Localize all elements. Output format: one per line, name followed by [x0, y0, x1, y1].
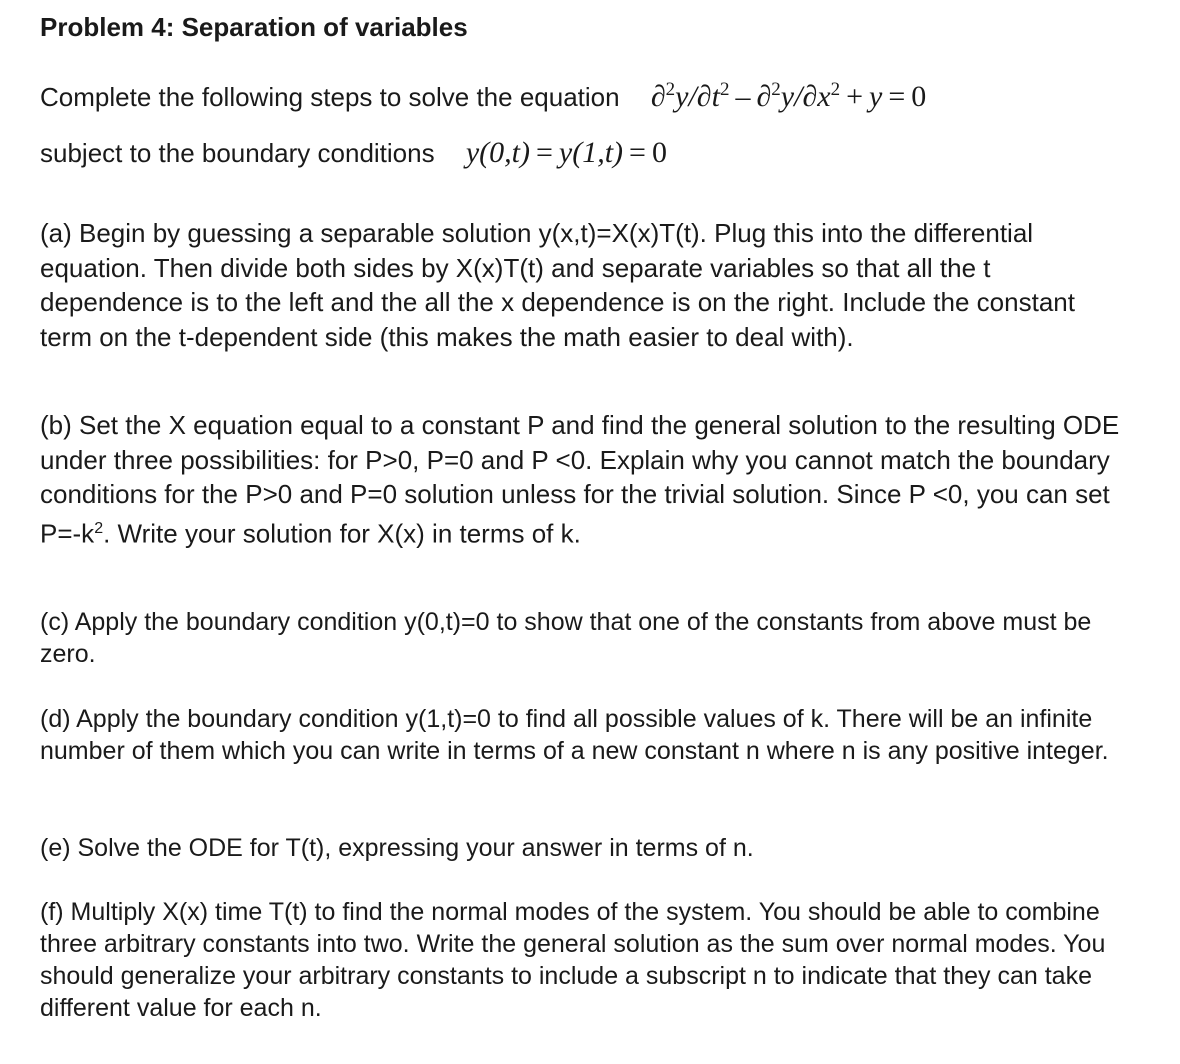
intro-boundary-line: [40, 136, 667, 170]
eq-partial-2: ∂: [756, 80, 772, 113]
eq-exp-3: 2: [771, 79, 781, 100]
eq-term-2: y/∂x: [780, 80, 831, 113]
part-b: [40, 408, 1130, 551]
eq-exp-1: 2: [665, 79, 676, 100]
eq-equals: =: [888, 80, 906, 113]
eq-minus: –: [735, 80, 751, 113]
bc-equals-2: =: [629, 136, 646, 169]
part-b-text: (b) Set the X equation equal to a constant P and find the general solution to the resulting ODE under three possibilities: for P>0, P=0 and P <0. Explain why you cannot match the boundary conditions for the P>0 and P=0 solution unless for the trivial solution. Since P <0, you can set P=-k: [40, 410, 1120, 549]
eq-exp-2: 2: [719, 79, 730, 100]
eq-rhs: 0: [911, 80, 927, 113]
eq-term-3: y: [869, 80, 883, 113]
boundary-conditions: [466, 136, 667, 169]
problem-title: Problem 4: Separation of variables: [40, 12, 468, 42]
part-d: (d) Apply the boundary condition y(1,t)=0 to find all possible values of k. There will be an infinite number of them which you can write in terms of a new constant n where n is any positive integer.: [40, 705, 1109, 765]
intro-equation-line: [40, 73, 926, 114]
part-b-text-end: . Write your solution for X(x) in terms of k.: [103, 518, 581, 549]
part-e: (e) Solve the ODE for T(t), expressing your answer in terms of n.: [40, 834, 754, 862]
intro-text: Complete the following steps to solve the equation: [40, 82, 620, 112]
part-a: (a) Begin by guessing a separable solution y(x,t)=X(x)T(t). Plug this into the differential equation. Then divide both sides by X(x)T(t) and separate variables so that all the t dependence is to the left and the all the x dependence is on the right. Include the constant term on the t-dependent side (this makes the math easier to deal with).: [40, 218, 1075, 352]
bc-left: y(0,t): [465, 136, 530, 169]
eq-partial-1: ∂: [650, 80, 666, 113]
boundary-text: subject to the boundary conditions: [40, 138, 435, 168]
bc-rhs: 0: [651, 136, 667, 169]
eq-term-1: y/∂t: [675, 80, 720, 113]
eq-exp-4: 2: [830, 79, 841, 100]
part-c: (c) Apply the boundary condition y(0,t)=0 to show that one of the constants from above must be zero.: [40, 608, 1092, 668]
eq-plus: +: [846, 80, 864, 113]
bc-equals-1: =: [535, 136, 553, 169]
part-f: (f) Multiply X(x) time T(t) to find the normal modes of the system. You should be able to combine three arbitrary constants into two. Write the general solution as the sum over normal modes. You should generalize your arbitrary constants to include a subscript n to indicate that they can take different value for each n.: [40, 898, 1106, 1022]
bc-middle: y(1,t): [558, 136, 624, 169]
part-b-superscript: 2: [94, 519, 104, 537]
pde-equation: [651, 80, 926, 113]
